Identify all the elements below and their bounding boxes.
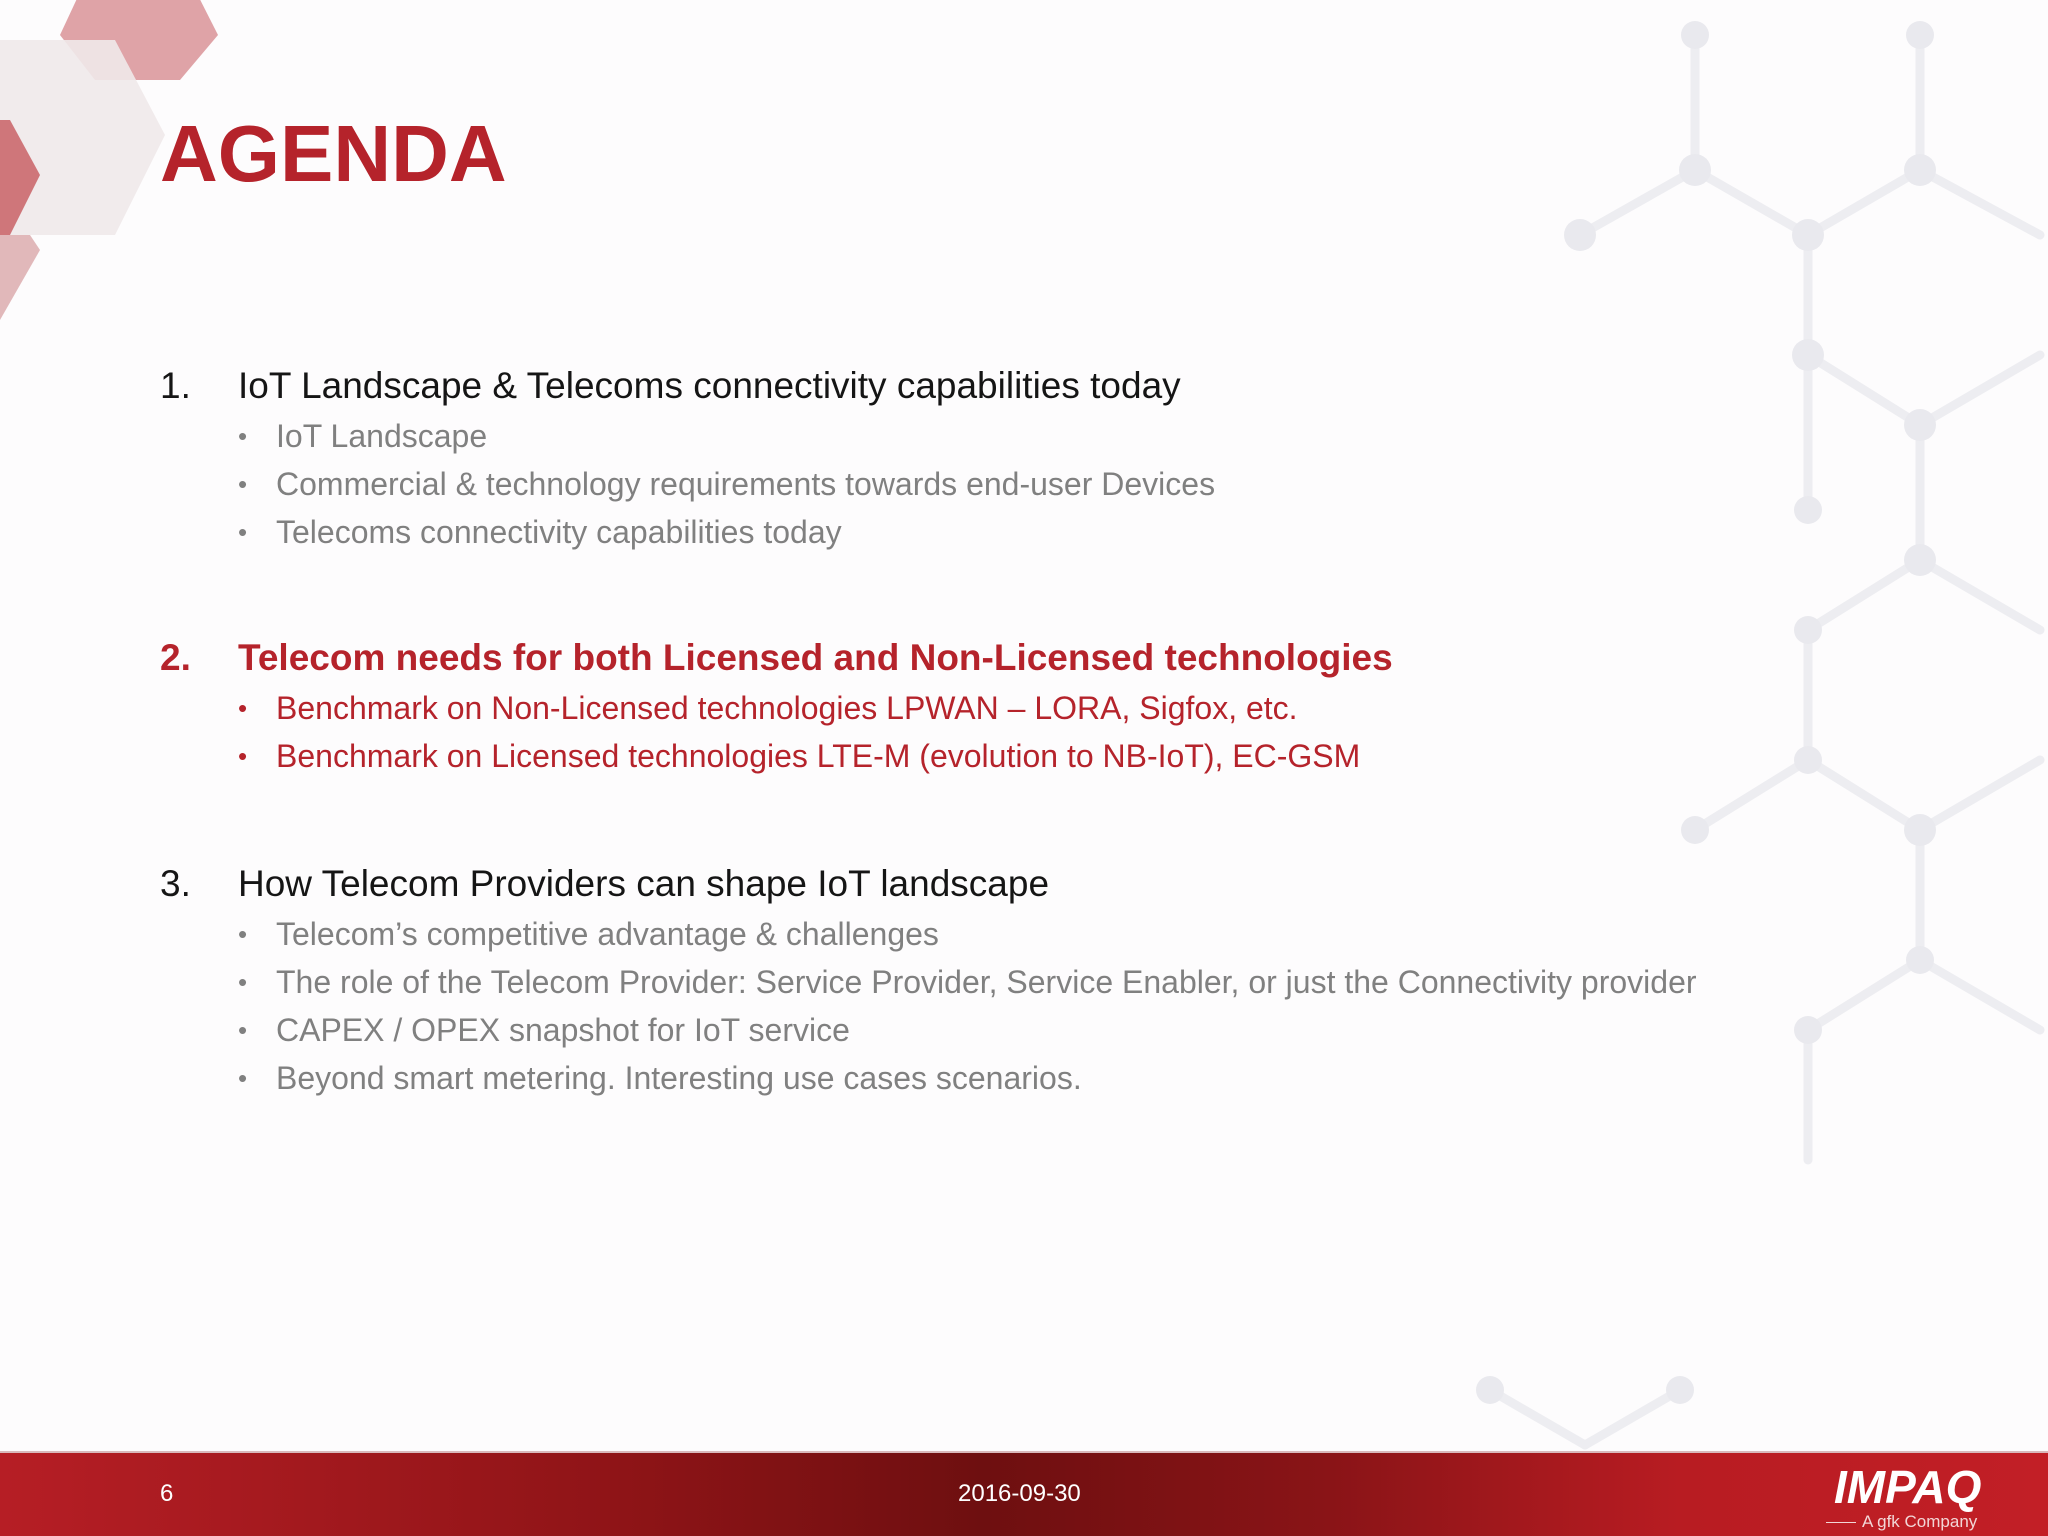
bullet-text: The role of the Telecom Provider: Service Provider, Service Enabler, or just the Connectivity provider <box>276 964 1697 1000</box>
logo-tagline: A gfk Company <box>1862 1512 1978 1531</box>
agenda-number: 1. <box>160 365 191 406</box>
bullet-icon: • <box>238 517 248 547</box>
company-logo <box>1826 1458 2026 1533</box>
slide-date: 2016-09-30 <box>958 1480 1081 1507</box>
bullet-text: CAPEX / OPEX snapshot for IoT service <box>276 1012 850 1048</box>
agenda-heading-text: IoT Landscape & Telecoms connectivity capabilities today <box>238 365 1181 406</box>
bullet-text: Benchmark on Non-Licensed technologies LPWAN – LORA, Sigfox, etc. <box>276 690 1298 726</box>
bullet-icon: • <box>238 919 248 949</box>
bullet-icon: • <box>238 421 248 451</box>
bullet-icon: • <box>238 693 248 723</box>
page-number: 6 <box>160 1480 174 1507</box>
bullet-icon: • <box>238 967 248 997</box>
bullet-text: Beyond smart metering. Interesting use cases scenarios. <box>276 1060 1082 1096</box>
bullet-text: IoT Landscape <box>276 418 488 454</box>
agenda-heading-text: How Telecom Providers can shape IoT landscape <box>238 863 1050 904</box>
bullet-text: Telecoms connectivity capabilities today <box>276 514 842 550</box>
bullet-text: Benchmark on Licensed technologies LTE-M (evolution to NB-IoT), EC-GSM <box>276 738 1361 774</box>
bullet-icon: • <box>238 741 248 771</box>
bullet-text: Telecom’s competitive advantage & challenges <box>276 916 939 952</box>
bullet-icon: • <box>238 1015 248 1045</box>
bullet-text: Commercial & technology requirements towards end-user Devices <box>276 466 1216 502</box>
agenda-number: 3. <box>160 863 191 904</box>
agenda-number: 2. <box>160 637 191 678</box>
bullet-icon: • <box>238 1063 248 1093</box>
logo-wordmark: IMPAQ <box>1834 1461 1982 1513</box>
agenda-heading-text: Telecom needs for both Licensed and Non-Licensed technologies <box>238 637 1393 678</box>
logo-rule <box>1826 1522 1856 1523</box>
bullet-icon: • <box>238 469 248 499</box>
slide-title: AGENDA <box>160 109 507 198</box>
